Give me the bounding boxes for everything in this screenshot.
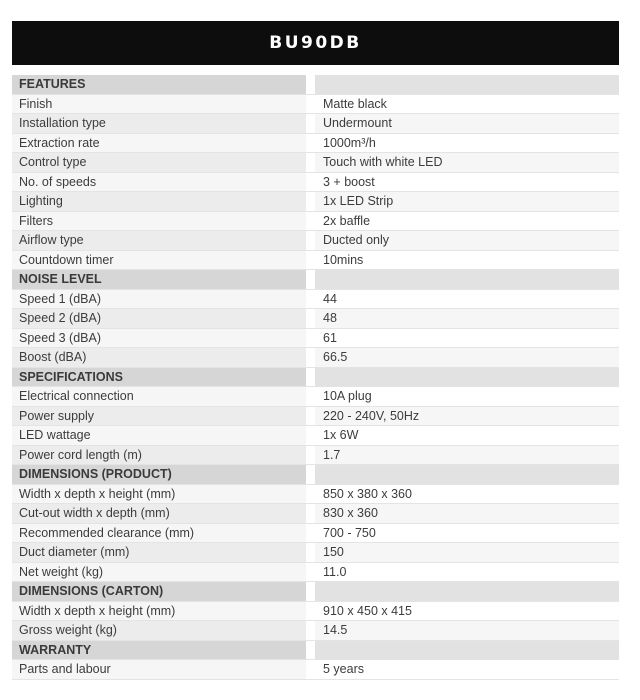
spec-value: 150 (315, 543, 619, 562)
section-header (12, 641, 619, 661)
spec-row (12, 192, 619, 212)
product-header (12, 21, 619, 65)
spec-row (12, 309, 619, 329)
section-header (12, 270, 619, 290)
section-value-cell (315, 75, 619, 94)
column-gap (306, 582, 315, 601)
spec-value: 10A plug (315, 387, 619, 406)
spec-value: 66.5 (315, 348, 619, 367)
spec-label: Width x depth x height (mm) (12, 485, 306, 504)
spec-label: Lighting (12, 192, 306, 211)
spec-label: Net weight (kg) (12, 563, 306, 582)
product-title: BU90DB (269, 33, 362, 53)
spec-value: 11.0 (315, 563, 619, 582)
spec-value: 700 - 750 (315, 524, 619, 543)
column-gap (306, 114, 315, 133)
spec-value: 220 - 240V, 50Hz (315, 407, 619, 426)
column-gap (306, 192, 315, 211)
column-gap (306, 407, 315, 426)
spec-row (12, 114, 619, 134)
spec-value: 10mins (315, 251, 619, 270)
column-gap (306, 153, 315, 172)
spec-value: 1.7 (315, 446, 619, 465)
spec-value: 14.5 (315, 621, 619, 640)
spec-label: Cut-out width x depth (mm) (12, 504, 306, 523)
spec-value: 48 (315, 309, 619, 328)
spec-label: Speed 1 (dBA) (12, 290, 306, 309)
spec-row (12, 134, 619, 154)
spec-row (12, 660, 619, 680)
column-gap (306, 660, 315, 679)
column-gap (306, 270, 315, 289)
column-gap (306, 348, 315, 367)
spec-row (12, 621, 619, 641)
column-gap (306, 309, 315, 328)
spec-row (12, 212, 619, 232)
spec-label: Control type (12, 153, 306, 172)
column-gap (306, 641, 315, 660)
column-gap (306, 75, 315, 94)
section-value-cell (315, 465, 619, 484)
section-value-cell (315, 368, 619, 387)
spec-value: 1x LED Strip (315, 192, 619, 211)
spec-row (12, 329, 619, 349)
section-title: SPECIFICATIONS (12, 368, 306, 387)
spec-value: 2x baffle (315, 212, 619, 231)
spec-label: LED wattage (12, 426, 306, 445)
spec-value: 44 (315, 290, 619, 309)
spec-label: Duct diameter (mm) (12, 543, 306, 562)
column-gap (306, 543, 315, 562)
spec-value: 1x 6W (315, 426, 619, 445)
column-gap (306, 621, 315, 640)
spec-row (12, 543, 619, 563)
spec-row (12, 231, 619, 251)
column-gap (306, 95, 315, 114)
spec-row (12, 524, 619, 544)
column-gap (306, 368, 315, 387)
spec-row (12, 348, 619, 368)
spec-row (12, 387, 619, 407)
spec-row (12, 153, 619, 173)
section-title: DIMENSIONS (CARTON) (12, 582, 306, 601)
spec-value: 61 (315, 329, 619, 348)
section-value-cell (315, 582, 619, 601)
column-gap (306, 212, 315, 231)
section-header (12, 465, 619, 485)
spec-value: 910 x 450 x 415 (315, 602, 619, 621)
spec-row (12, 407, 619, 427)
spec-value: 3 + boost (315, 173, 619, 192)
section-header (12, 582, 619, 602)
spec-row (12, 426, 619, 446)
spec-label: Power supply (12, 407, 306, 426)
column-gap (306, 563, 315, 582)
spec-table (12, 75, 619, 680)
spec-row (12, 251, 619, 271)
section-title: FEATURES (12, 75, 306, 94)
spec-label: Extraction rate (12, 134, 306, 153)
section-header (12, 368, 619, 388)
spec-label: No. of speeds (12, 173, 306, 192)
section-value-cell (315, 270, 619, 289)
section-header (12, 75, 619, 95)
spec-label: Parts and labour (12, 660, 306, 679)
column-gap (306, 602, 315, 621)
spec-label: Width x depth x height (mm) (12, 602, 306, 621)
spec-value: Undermount (315, 114, 619, 133)
spec-row (12, 173, 619, 193)
section-value-cell (315, 641, 619, 660)
spec-label: Filters (12, 212, 306, 231)
column-gap (306, 290, 315, 309)
spec-label: Finish (12, 95, 306, 114)
spec-value: Matte black (315, 95, 619, 114)
spec-value: 1000m³/h (315, 134, 619, 153)
spec-row (12, 563, 619, 583)
column-gap (306, 524, 315, 543)
column-gap (306, 465, 315, 484)
section-title: DIMENSIONS (PRODUCT) (12, 465, 306, 484)
spec-label: Airflow type (12, 231, 306, 250)
spec-value: Ducted only (315, 231, 619, 250)
column-gap (306, 485, 315, 504)
column-gap (306, 387, 315, 406)
spec-label: Recommended clearance (mm) (12, 524, 306, 543)
column-gap (306, 329, 315, 348)
spec-label: Gross weight (kg) (12, 621, 306, 640)
column-gap (306, 251, 315, 270)
column-gap (306, 504, 315, 523)
spec-value: 5 years (315, 660, 619, 679)
spec-label: Countdown timer (12, 251, 306, 270)
spec-label: Speed 2 (dBA) (12, 309, 306, 328)
spec-row (12, 290, 619, 310)
column-gap (306, 231, 315, 250)
spec-value: 830 x 360 (315, 504, 619, 523)
spec-row (12, 446, 619, 466)
spec-value: 850 x 380 x 360 (315, 485, 619, 504)
column-gap (306, 173, 315, 192)
spec-row (12, 504, 619, 524)
spec-label: Boost (dBA) (12, 348, 306, 367)
column-gap (306, 134, 315, 153)
spec-label: Installation type (12, 114, 306, 133)
spec-row (12, 95, 619, 115)
spec-label: Power cord length (m) (12, 446, 306, 465)
section-title: WARRANTY (12, 641, 306, 660)
spec-label: Speed 3 (dBA) (12, 329, 306, 348)
column-gap (306, 426, 315, 445)
section-title: NOISE LEVEL (12, 270, 306, 289)
spec-row (12, 485, 619, 505)
spec-label: Electrical connection (12, 387, 306, 406)
spec-value: Touch with white LED (315, 153, 619, 172)
spec-row (12, 602, 619, 622)
column-gap (306, 446, 315, 465)
